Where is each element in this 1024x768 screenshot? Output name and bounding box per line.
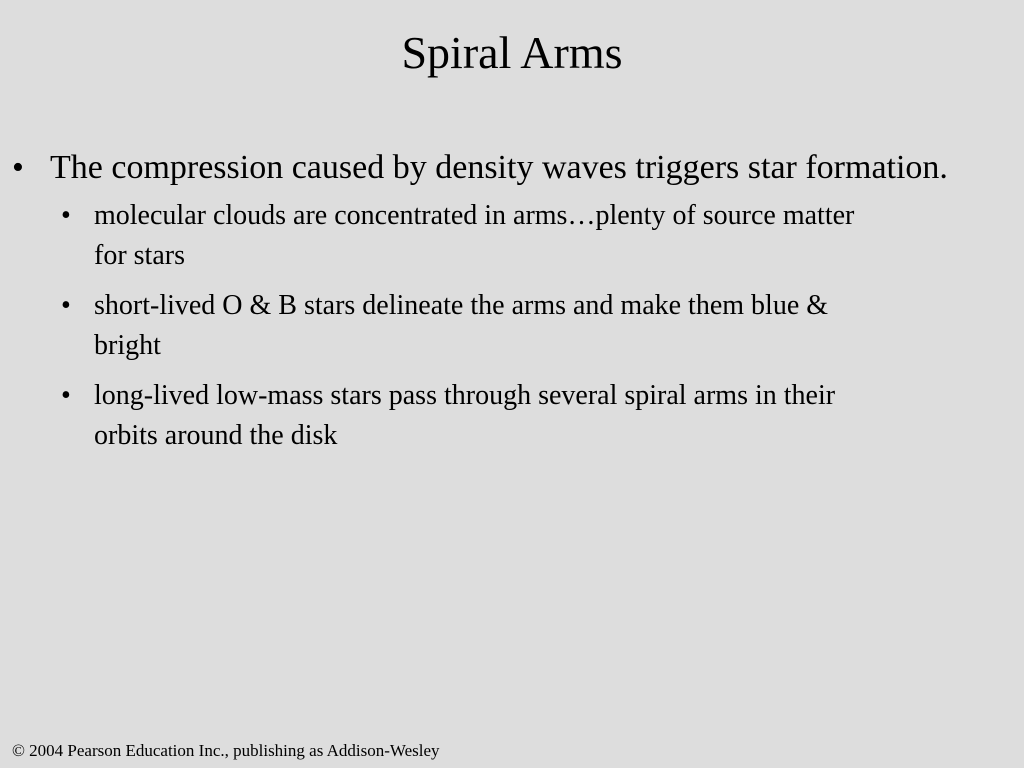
- sub-bullet-text: short-lived O & B stars delineate the arms and make them blue & bright: [94, 290, 829, 361]
- copyright-footer: © 2004 Pearson Education Inc., publishing as Addison-Wesley: [12, 741, 440, 760]
- sub-bullet-ob-stars: [50, 286, 954, 366]
- sub-bullet-low-mass-stars: [50, 376, 954, 456]
- sub-bullet-marker: •: [61, 200, 71, 231]
- main-bullet: [0, 146, 1024, 456]
- bullet-marker: •: [12, 149, 24, 186]
- sub-bullet-list: [50, 196, 954, 456]
- sub-bullet-text: molecular clouds are concentrated in arms…plenty of source matter for stars: [94, 200, 855, 271]
- bullet-list: [0, 146, 1024, 466]
- sub-bullet-text: long-lived low-mass stars pass through several spiral arms in their orbits around the disk: [94, 380, 836, 451]
- sub-bullet-marker: •: [61, 290, 71, 321]
- sub-bullet-molecular-clouds: [50, 196, 954, 276]
- main-bullet-text: The compression caused by density waves triggers star formation.: [50, 149, 948, 186]
- slide-title: Spiral Arms: [401, 27, 623, 78]
- sub-bullet-marker: •: [61, 380, 71, 411]
